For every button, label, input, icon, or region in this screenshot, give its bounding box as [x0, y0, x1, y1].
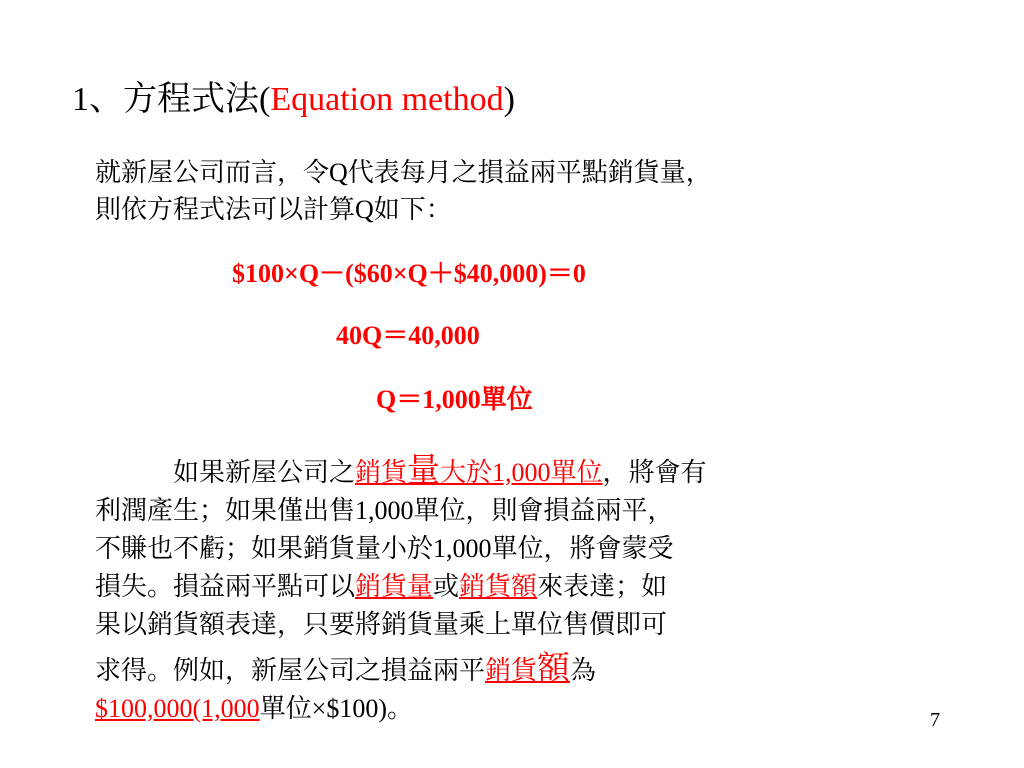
highlight-sales-volume-over [355, 453, 603, 489]
para-line-4 [95, 568, 895, 606]
highlight-part-2: 大於1,000單位 [440, 458, 603, 487]
equation-2: 40Q＝40,000 [336, 321, 480, 350]
para-line-3: 不賺也不虧；如果銷貨量小於1,000單位，將會蒙受 [95, 534, 674, 563]
title-suffix: ) [503, 81, 515, 118]
highlight-big-char-2: 額 [537, 651, 571, 687]
para-line-1-a: 如果新屋公司之 [173, 458, 356, 487]
title-prefix: 1、方程式法( [72, 81, 271, 118]
para-line-1 [95, 452, 895, 492]
highlight-breakeven-amount: $100,000(1,000 [95, 694, 260, 723]
highlight-part-3: 銷貨 [485, 656, 538, 685]
para-line-7-b: 單位×$100)。 [259, 694, 413, 723]
para-line-4-b: 或 [433, 572, 460, 601]
highlight-sales-volume: 銷貨量 [355, 572, 434, 601]
intro-line-2: 則依方程式法可以計算Q如下： [95, 195, 452, 224]
highlight-big-char: 量 [407, 453, 441, 489]
para-line-7 [95, 690, 895, 728]
highlight-breakeven-sales [485, 651, 571, 687]
intro-text [95, 154, 915, 228]
page-number: 7 [930, 709, 940, 731]
para-line-2: 利潤產生；如果僅出售1,000單位，則會損益兩平， [95, 496, 674, 525]
slide-title [72, 80, 515, 120]
explanation-paragraph [95, 452, 895, 728]
para-line-5: 果以銷貨額表達，只要將銷貨量乘上單位售價即可 [95, 610, 668, 639]
para-line-6-a: 求得。例如，新屋公司之損益兩平 [95, 656, 486, 685]
para-line-1-b: ，將會有 [602, 458, 707, 487]
para-line-6-b: 為 [570, 656, 597, 685]
highlight-part-1: 銷貨 [355, 458, 408, 487]
title-highlight: Equation method [270, 81, 504, 118]
highlight-sales-amount: 銷貨額 [459, 572, 538, 601]
equation-3: Q＝1,000單位 [376, 385, 533, 414]
para-line-4-a: 損失。損益兩平點可以 [95, 572, 356, 601]
para-line-6 [95, 650, 895, 690]
equation-1: $100×Q－($60×Q＋$40,000)＝0 [232, 259, 586, 288]
intro-line-1: 就新屋公司而言，令Q代表每月之損益兩平點銷貨量， [95, 158, 712, 187]
para-line-4-c: 來表達；如 [537, 572, 668, 601]
